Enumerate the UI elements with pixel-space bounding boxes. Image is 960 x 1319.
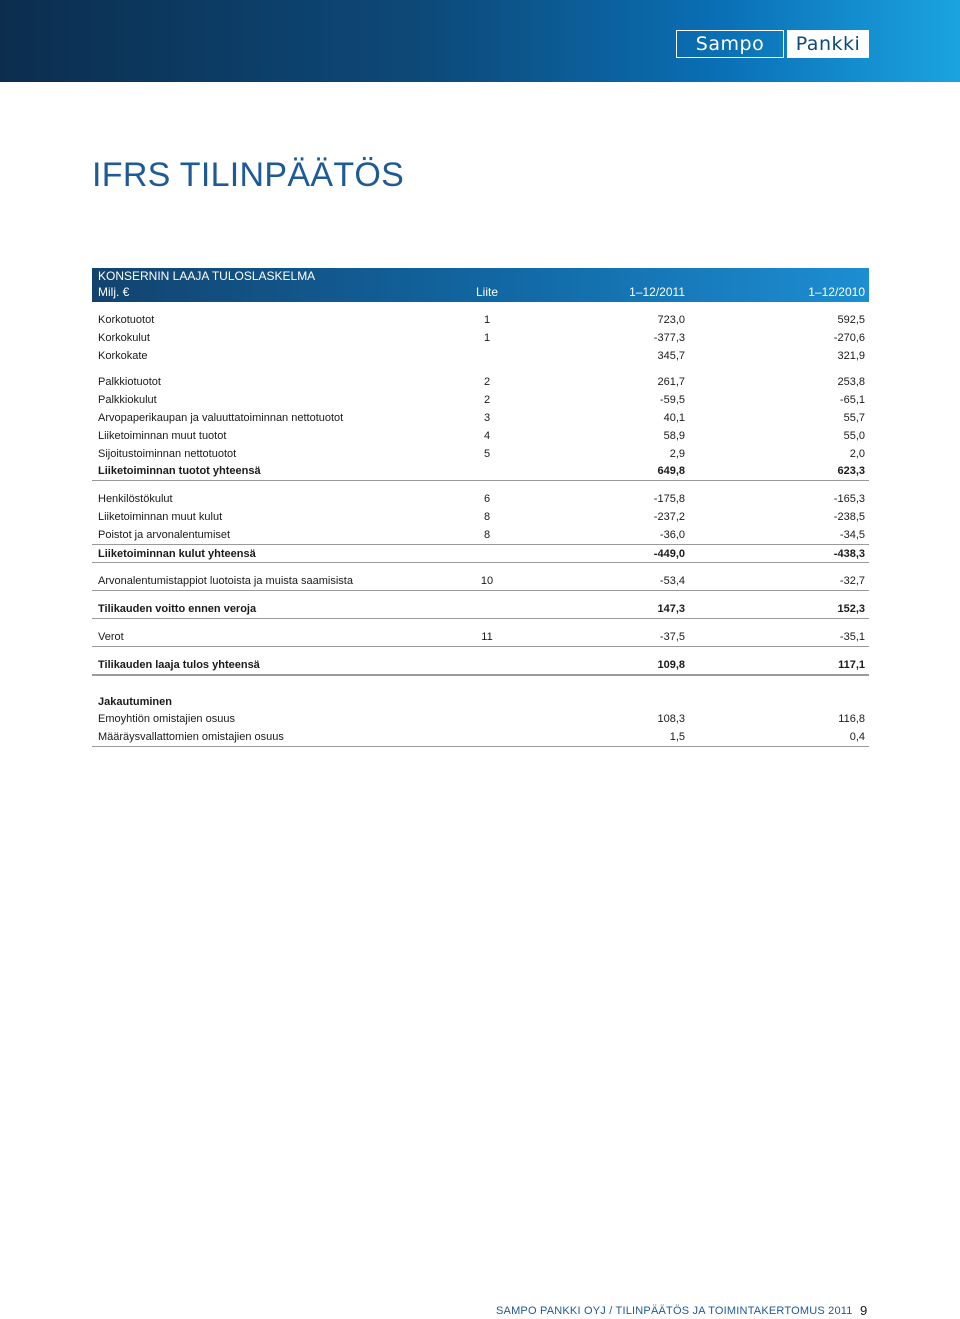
- income-statement-table: [92, 268, 869, 747]
- table-row: Arvonalentumistappiot luotoista ja muista saamisista 10 -53,4 -32,7: [92, 572, 869, 591]
- table-row: Liiketoiminnan muut tuotot 4 58,9 55,0: [98, 429, 865, 442]
- page-number: 9: [860, 1303, 868, 1318]
- table-row: Sijoitustoiminnan nettotuotot 5 2,9 2,0: [98, 447, 865, 460]
- table-row: Arvopaperikaupan ja valuuttatoiminnan nettotuotot 3 40,1 55,7: [98, 411, 865, 424]
- subtotal-row: Tilikauden voitto ennen veroja 147,3 152,3: [92, 600, 869, 619]
- subtotal-row: Liiketoiminnan kulut yhteensä -449,0 -438,3: [92, 545, 869, 564]
- table-row: Palkkiotuotot 2 261,7 253,8: [98, 376, 865, 389]
- total-row: Tilikauden laaja tulos yhteensä 109,8 117,1: [92, 656, 869, 676]
- spacer: [92, 563, 869, 572]
- col-2010-header: 1–12/2010: [808, 285, 865, 299]
- spacer: [92, 676, 869, 693]
- spacer: [92, 302, 869, 311]
- page-title: IFRS TILINPÄÄTÖS: [92, 156, 405, 194]
- table-row: Korkotuotot 1 723,0 592,5: [98, 314, 865, 326]
- spacer: [92, 364, 869, 373]
- table-row: Korkokulut 1 -377,3 -270,6: [98, 331, 865, 344]
- spacer: [92, 647, 869, 656]
- table-row: Liiketoiminnan muut kulut 8 -237,2 -238,5: [98, 510, 865, 523]
- table-header: [92, 268, 869, 302]
- note-header: Liite: [475, 285, 498, 299]
- unit-header: Milj. €: [98, 285, 130, 299]
- table-row: Korkokate 345,7 321,9: [98, 349, 865, 362]
- spacer: [92, 481, 869, 490]
- column-headers: [92, 284, 869, 302]
- table-caption: KONSERNIN LAAJA TULOSLASKELMA: [98, 269, 316, 283]
- table-row: Verot 11 -37,5 -35,1: [92, 628, 869, 647]
- header-banner: [0, 0, 960, 82]
- col-2011-header: 1–12/2011: [629, 285, 685, 299]
- subtotal-row: Liiketoiminnan tuotot yhteensä 649,8 623,3: [92, 462, 869, 481]
- table-row: Palkkiokulut 2 -59,5 -65,1: [98, 394, 865, 407]
- spacer: [92, 619, 869, 628]
- table-row: Määräysvallattomien omistajien osuus 1,5 0,4: [92, 728, 869, 747]
- table-row: Poistot ja arvonalentumiset 8 -36,0 -34,5: [92, 526, 869, 545]
- sampo-pankki-logo: [676, 30, 869, 58]
- footer-text: SAMPO PANKKI OYJ / TILINPÄÄTÖS JA TOIMINTAKERTOMUS 2011: [496, 1305, 853, 1317]
- table-row: Emoyhtiön omistajien osuus 108,3 116,8: [98, 713, 865, 726]
- spacer: [92, 591, 869, 600]
- section-heading: Jakautuminen: [98, 695, 172, 708]
- logo-pankki: Pankki: [787, 30, 869, 58]
- table-row: Henkilöstökulut 6 -175,8 -165,3: [98, 493, 865, 506]
- logo-sampo: Sampo: [676, 30, 784, 58]
